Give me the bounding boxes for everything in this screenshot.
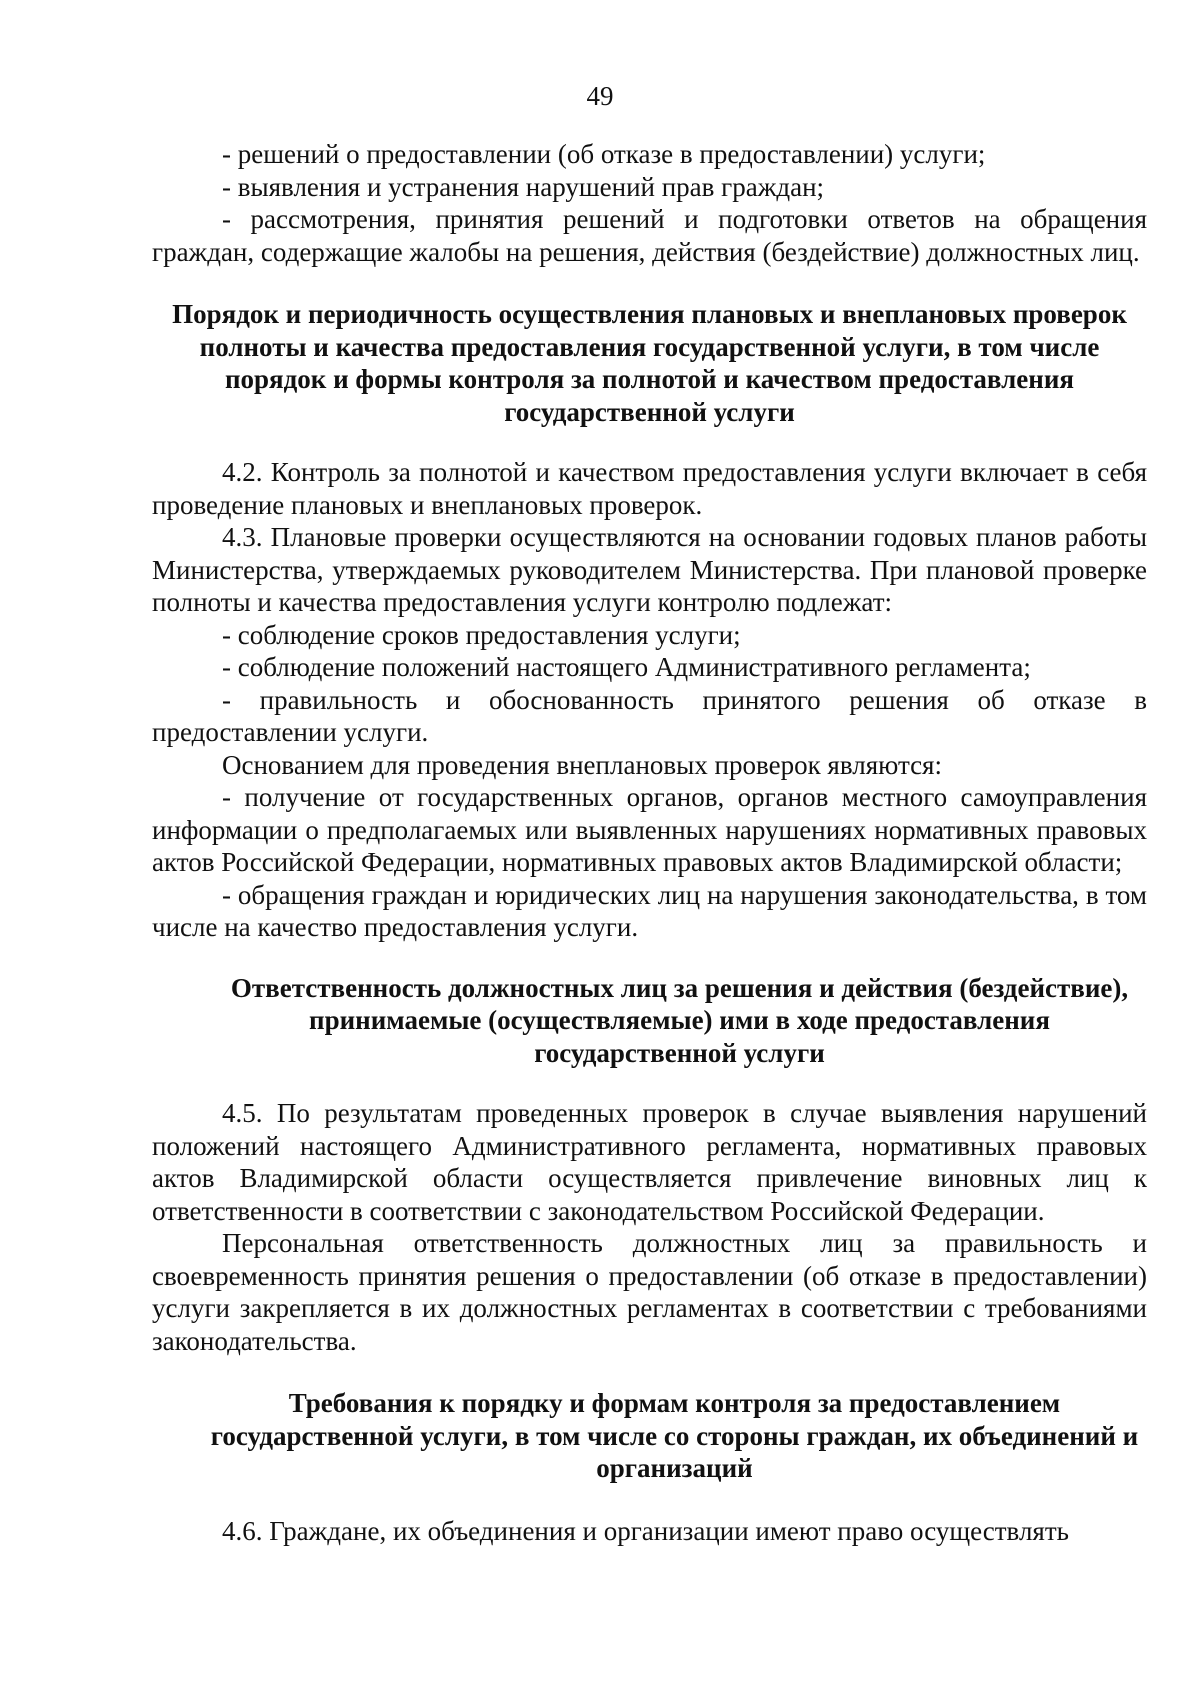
paragraph: 4.5. По результатам проведенных проверок в случае выявления нарушений положений настоящего Административного регламента, нормативных правовых актов Владимирской области осуществляется привлечение виновных лиц к ответственности в соответствии с законодательством Российской Федерации. (152, 1098, 1147, 1226)
list-item: - обращения граждан и юридических лиц на нарушения законодательства, в том числе на качество предоставления услуги. (152, 879, 1147, 942)
list-item: - получение от государственных органов, органов местного самоуправления информации о предполагаемых или выявленных нарушениях нормативных правовых актов Российской Федерации, нормативных правовых актов Владимирской области; (152, 782, 1147, 877)
paragraph: 4.2. Контроль за полнотой и качеством предоставления услуги включает в себя проведение плановых и внеплановых проверок. (152, 457, 1147, 520)
section-heading-inspections: Порядок и периодичность осуществления плановых и внеплановых проверок полноты и качества предоставления государственной услуги, в том числе порядок и формы контроля за полнотой и качеством предоставления государственной услуги (172, 299, 1127, 427)
paragraph: Основанием для проведения внеплановых проверок являются: (222, 749, 942, 780)
intro-item: - выявления и устранения нарушений прав граждан; (222, 171, 825, 202)
page-number: 49 (586, 81, 614, 111)
paragraph: 4.6. Граждане, их объединения и организации имеют право осуществлять (222, 1515, 1069, 1546)
section-heading-control-requirements: Требования к порядку и формам контроля за предоставлением государственной услуги, в том числе со стороны граждан, их объединений и организаций (210, 1388, 1139, 1483)
document-body (152, 138, 1147, 1547)
list-item: - соблюдение положений настоящего Административного регламента; (222, 652, 1031, 682)
paragraph: Персональная ответственность должностных лиц за правильность и своевременность принятия решения о предоставлении (об отказе в предоставлении) услуги закрепляется в их должностных регламентах в соответствии с требованиями законодательства. (152, 1228, 1147, 1356)
intro-item: - решений о предоставлении (об отказе в предоставлении) услуги; (222, 139, 986, 169)
paragraph: 4.3. Плановые проверки осуществляются на основании годовых планов работы Министерства, утверждаемых руководителем Министерства. При плановой проверке полноты и качества предоставления услуги контролю подлежат: (152, 522, 1147, 617)
section-heading-responsibility: Ответственность должностных лиц за решения и действия (бездействие), принимаемые (осуществляемые) ими в ходе предоставления государственной услуги (230, 972, 1129, 1068)
intro-item: - рассмотрения, принятия решений и подготовки ответов на обращения граждан, содержащие жалобы на решения, действия (бездействие) должностных лиц. (152, 204, 1147, 267)
list-item: - правильность и обоснованность принятого решения об отказе в предоставлении услуги. (152, 684, 1147, 747)
list-item: - соблюдение сроков предоставления услуги; (222, 619, 741, 650)
